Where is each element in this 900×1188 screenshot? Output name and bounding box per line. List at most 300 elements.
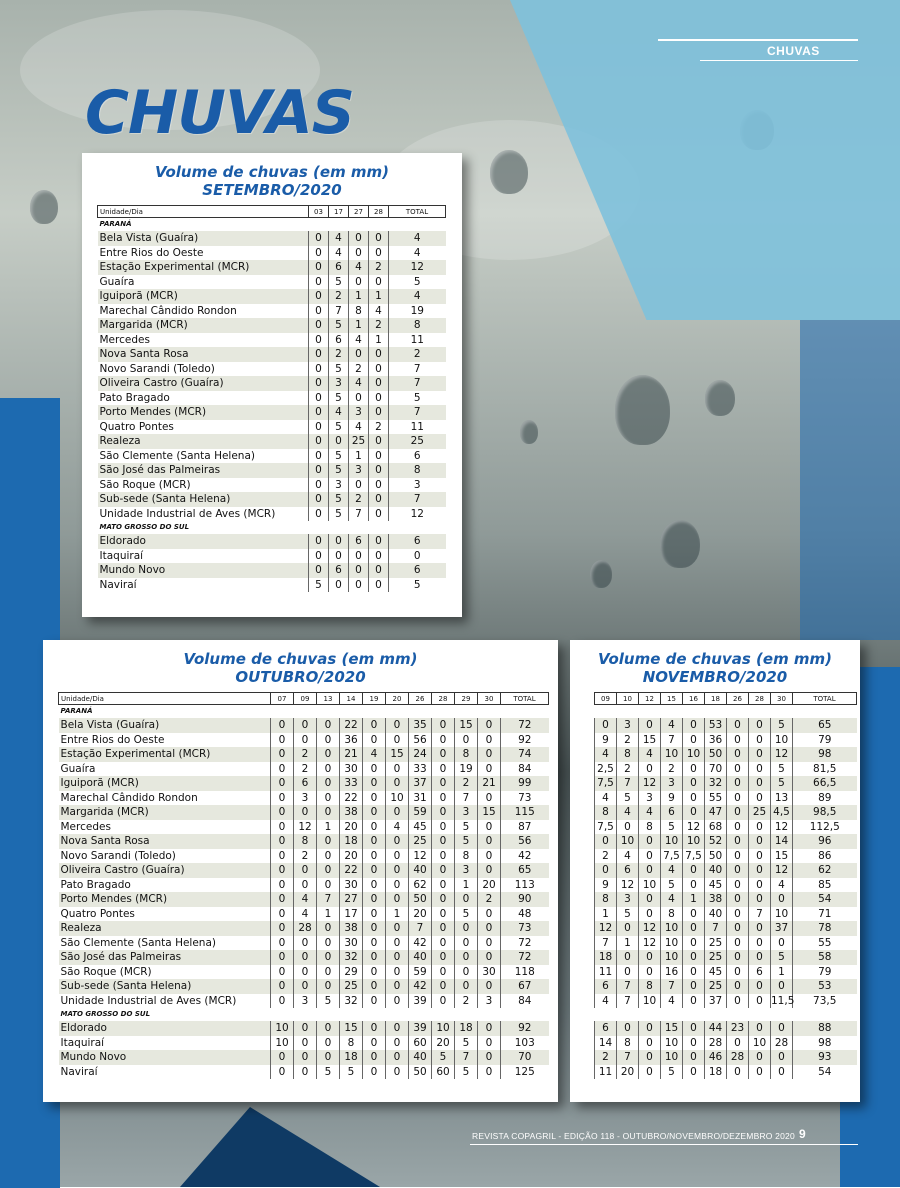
unit-name: Eldorado [98,534,309,549]
value-cell: 50 [705,747,727,762]
value-cell: 42 [409,936,432,951]
value-cell: 38 [340,805,363,820]
value-cell: 2,5 [595,762,617,777]
value-cell: 10 [661,834,683,849]
value-cell: 0 [727,776,749,791]
value-cell: 0 [683,805,705,820]
value-cell: 0 [309,478,329,493]
value-cell: 0 [639,1065,661,1080]
value-cell: 50 [705,849,727,864]
value-cell: 2 [595,849,617,864]
total-cell: 54 [793,1065,857,1080]
value-cell: 2 [595,1050,617,1065]
value-cell: 28 [705,1036,727,1051]
value-cell: 0 [478,834,501,849]
unit-name: Quatro Pontes [60,907,135,920]
value-cell: 3 [329,376,349,391]
value-cell: 0 [329,549,349,564]
unit-name: Estação Experimental (MCR) [59,747,271,762]
value-cell: 21 [478,776,501,791]
total-cell: 70 [501,1050,549,1065]
value-cell: 0 [271,718,294,733]
value-cell: 0 [317,776,340,791]
value-cell: 42 [409,979,432,994]
total-cell: 115 [501,805,549,820]
value-cell: 0 [749,936,771,951]
value-cell: 0 [317,965,340,980]
unit-name: Marechal Cândido Rondon [99,304,237,317]
total-cell: 4 [389,289,446,304]
value-cell: 0 [369,478,389,493]
value-cell: 0 [363,791,386,806]
value-cell: 4 [595,791,617,806]
value-cell: 0 [271,878,294,893]
value-cell: 12 [639,921,661,936]
value-cell: 0 [639,1021,661,1036]
unit-name: Porto Mendes (MCR) [98,405,309,420]
value-cell: 15 [771,849,793,864]
total-cell: 53 [793,979,857,994]
value-cell: 24 [409,747,432,762]
value-cell: 18 [340,1050,363,1065]
value-cell: 0 [727,863,749,878]
value-cell: 2 [455,776,478,791]
value-cell: 0 [363,1036,386,1051]
table-row [595,950,857,965]
column-header: 17 [329,206,349,218]
total-cell: 96 [793,834,857,849]
value-cell: 0 [271,892,294,907]
unit-name: Margarida (MCR) [59,805,271,820]
value-cell: 12 [771,747,793,762]
total-cell: 112,5 [793,820,857,835]
table-row [59,805,549,820]
value-cell: 10 [432,1021,455,1036]
value-cell: 4 [349,333,369,348]
value-cell: 0 [749,820,771,835]
value-cell: 0 [317,1050,340,1065]
value-cell: 7,5 [595,776,617,791]
value-cell: 0 [317,805,340,820]
unit-name: São José das Palmeiras [98,463,309,478]
value-cell: 0 [309,391,329,406]
value-cell: 0 [478,1021,501,1036]
value-cell: 8 [595,892,617,907]
value-cell: 10 [661,921,683,936]
table-row [59,936,549,951]
value-cell: 8 [595,805,617,820]
value-cell: 0 [363,950,386,965]
value-cell: 40 [409,950,432,965]
table-row [98,347,446,362]
value-cell: 18 [705,1065,727,1080]
total-cell: 71 [793,907,857,922]
value-cell: 0 [432,834,455,849]
value-cell: 0 [363,733,386,748]
value-cell: 46 [705,1050,727,1065]
water-drop [30,190,58,224]
total-cell: 12 [389,507,446,522]
value-cell: 0 [749,994,771,1009]
table-row [59,718,549,733]
value-cell: 7 [617,979,639,994]
value-cell: 0 [369,449,389,464]
value-cell: 0 [771,979,793,994]
value-cell: 0 [386,762,409,777]
value-cell: 5 [317,1065,340,1080]
table-row [59,878,549,893]
total-cell: 98,5 [793,805,857,820]
value-cell: 37 [409,776,432,791]
value-cell: 10 [771,907,793,922]
value-cell: 0 [317,979,340,994]
value-cell: 7 [617,1050,639,1065]
value-cell: 0 [432,921,455,936]
value-cell: 0 [363,718,386,733]
table-row [98,246,446,261]
value-cell: 2 [329,289,349,304]
unit-name: Novo Sarandi (Toledo) [60,849,176,862]
value-cell: 12 [409,849,432,864]
table-row [98,231,446,246]
value-cell: 5 [329,391,349,406]
column-header: 30 [478,693,501,705]
value-cell: 0 [317,950,340,965]
value-cell: 0 [683,791,705,806]
unit-name: Entre Rios do Oeste [99,246,204,259]
table-row [59,994,549,1009]
value-cell: 0 [317,849,340,864]
total-cell: 4 [389,231,446,246]
column-header: 03 [309,206,329,218]
table-row [595,733,857,748]
total-cell: 73 [501,791,549,806]
value-cell: 2 [369,260,389,275]
value-cell: 0 [363,863,386,878]
value-cell: 25 [340,979,363,994]
value-cell: 5 [455,907,478,922]
value-cell: 20 [432,1036,455,1051]
value-cell: 12 [771,863,793,878]
region-row [98,218,446,232]
table-row [98,405,446,420]
value-cell: 0 [727,921,749,936]
value-cell: 10 [661,747,683,762]
value-cell: 0 [478,907,501,922]
value-cell: 10 [617,834,639,849]
value-cell: 0 [294,950,317,965]
rain-table [97,205,446,592]
value-cell: 0 [349,563,369,578]
unit-name: Naviraí [60,1065,98,1078]
value-cell: 5 [617,907,639,922]
value-cell: 0 [478,936,501,951]
value-cell: 4 [617,849,639,864]
value-cell: 7 [409,921,432,936]
value-cell: 0 [749,849,771,864]
table-row [98,549,446,564]
value-cell: 0 [432,776,455,791]
value-cell: 9 [595,878,617,893]
value-cell: 0 [683,776,705,791]
panel-title: Volume de chuvas (em mm) [183,650,418,668]
value-cell: 0 [727,747,749,762]
value-cell: 68 [705,820,727,835]
value-cell: 0 [271,820,294,835]
value-cell: 30 [340,762,363,777]
total-cell: 72 [501,936,549,951]
region-label [595,705,857,719]
value-cell: 6 [595,979,617,994]
value-cell: 0 [639,718,661,733]
value-cell: 28 [771,1036,793,1051]
total-cell: 72 [501,950,549,965]
value-cell: 0 [727,965,749,980]
value-cell: 0 [386,718,409,733]
value-cell: 0 [363,921,386,936]
value-cell: 0 [369,534,389,549]
total-cell: 89 [793,791,857,806]
region-row [59,705,549,719]
value-cell: 0 [478,1050,501,1065]
region-label [595,1008,857,1021]
value-cell: 0 [478,718,501,733]
value-cell: 12 [595,921,617,936]
table-row [98,376,446,391]
value-cell: 3 [455,863,478,878]
value-cell: 11 [595,965,617,980]
total-cell: 84 [501,994,549,1009]
value-cell: 0 [386,892,409,907]
value-cell: 7,5 [595,820,617,835]
value-cell: 25 [705,936,727,951]
value-cell: 5 [617,791,639,806]
value-cell: 1 [369,289,389,304]
value-cell: 7,5 [661,849,683,864]
value-cell: 0 [595,863,617,878]
value-cell: 10 [771,733,793,748]
unit-name: Iguiporã (MCR) [59,776,271,791]
value-cell: 5 [329,449,349,464]
total-cell: 3 [389,478,446,493]
value-cell: 4 [595,994,617,1009]
value-cell: 22 [340,863,363,878]
unit-name: Oliveira Castro (Guaíra) [98,376,309,391]
water-drop [490,150,528,194]
total-cell: 5 [389,275,446,290]
value-cell: 0 [271,849,294,864]
unit-name: Realeza [59,921,271,936]
value-cell: 0 [317,878,340,893]
unit-name: Unidade Industrial de Aves (MCR) [99,507,276,520]
table-row [595,878,857,893]
total-cell: 6 [389,449,446,464]
table-row [595,863,857,878]
value-cell: 1 [595,907,617,922]
value-cell: 0 [271,863,294,878]
value-cell: 0 [329,534,349,549]
value-cell: 2 [349,362,369,377]
value-cell: 0 [369,578,389,593]
value-cell: 5 [340,1065,363,1080]
value-cell: 25 [349,434,369,449]
table-row [59,747,549,762]
total-cell: 19 [389,304,446,319]
column-header: 12 [639,693,661,705]
value-cell: 19 [455,762,478,777]
table-row [595,834,857,849]
value-cell: 27 [340,892,363,907]
value-cell: 0 [294,863,317,878]
header-row [59,693,549,705]
unit-name: Eldorado [59,1021,271,1036]
value-cell: 0 [749,863,771,878]
value-cell: 5 [432,1050,455,1065]
total-cell: 8 [389,463,446,478]
value-cell: 44 [705,1021,727,1036]
value-cell: 0 [639,762,661,777]
value-cell: 0 [727,979,749,994]
value-cell: 0 [749,834,771,849]
table-row [98,275,446,290]
value-cell: 0 [432,820,455,835]
value-cell: 0 [309,405,329,420]
value-cell: 0 [639,950,661,965]
value-cell: 30 [340,878,363,893]
value-cell: 8 [661,907,683,922]
value-cell: 4 [661,994,683,1009]
value-cell: 8 [349,304,369,319]
rain-table [58,692,549,1079]
value-cell: 14 [771,834,793,849]
value-cell: 45 [705,878,727,893]
value-cell: 50 [409,892,432,907]
value-cell: 4 [639,747,661,762]
value-cell: 11,5 [771,994,795,1007]
column-header: 07 [271,693,294,705]
value-cell: 0 [749,718,771,733]
value-cell: 6 [329,333,349,348]
value-cell: 52 [705,834,727,849]
unit-name: Marechal Cândido Rondon [60,791,198,804]
value-cell: 10 [271,1036,294,1051]
value-cell: 3 [294,791,317,806]
region-row [59,1008,549,1021]
unit-name: Mundo Novo [59,1050,271,1065]
value-cell: 10 [639,878,661,893]
value-cell: 4 [349,376,369,391]
value-cell: 0 [749,1065,771,1080]
value-cell: 0 [727,820,749,835]
value-cell: 5 [317,994,340,1009]
value-cell: 4 [661,863,683,878]
value-cell: 28 [727,1050,749,1065]
value-cell: 20 [617,1065,639,1080]
value-cell: 0 [478,979,501,994]
column-header: 14 [340,693,363,705]
value-cell: 0 [317,1021,340,1036]
value-cell: 0 [317,762,340,777]
value-cell: 2 [369,318,389,333]
value-cell: 0 [271,834,294,849]
value-cell: 0 [349,549,369,564]
table-row [595,979,857,994]
panel-title: Volume de chuvas (em mm) [597,650,833,668]
value-cell: 5 [771,950,793,965]
value-cell: 0 [727,849,749,864]
total-cell: 66,5 [793,776,857,791]
value-cell: 0 [771,892,793,907]
region-label: MATO GROSSO DO SUL [60,1010,151,1018]
value-cell: 0 [317,1036,340,1051]
total-cell: 113 [501,878,549,893]
value-cell: 0 [369,549,389,564]
value-cell: 0 [432,791,455,806]
value-cell: 6 [329,260,349,275]
total-cell: 73,5 [793,994,857,1009]
value-cell: 12 [639,936,661,951]
value-cell: 0 [309,275,329,290]
value-cell: 0 [683,878,705,893]
table-row [595,965,857,980]
footer-rule [470,1144,858,1145]
value-cell: 0 [369,391,389,406]
value-cell: 0 [727,950,749,965]
total-cell: 92 [501,1021,549,1036]
table-row [59,776,549,791]
value-cell: 7 [455,791,478,806]
value-cell: 0 [683,733,705,748]
value-cell: 0 [329,434,349,449]
table-row [98,304,446,319]
value-cell: 3 [639,791,661,806]
value-cell: 5 [309,578,329,593]
value-cell: 4 [595,747,617,762]
value-cell: 5 [329,362,349,377]
value-cell: 0 [639,849,661,864]
value-cell: 0 [386,979,409,994]
total-cell: 4 [389,246,446,261]
value-cell: 53 [705,718,727,733]
value-cell: 0 [386,994,409,1009]
value-cell: 0 [369,275,389,290]
total-cell: 25 [389,434,446,449]
unit-name: São Roque (MCR) [60,965,152,978]
value-cell: 2 [329,347,349,362]
value-cell: 0 [386,834,409,849]
value-cell: 10 [271,1021,294,1036]
value-cell: 36 [340,733,363,748]
total-cell: 67 [501,979,549,994]
value-cell: 4 [617,805,639,820]
value-cell: 0 [683,1036,705,1051]
value-cell: 8 [455,747,478,762]
value-cell: 0 [478,863,501,878]
value-cell: 22 [340,718,363,733]
value-cell: 0 [455,979,478,994]
value-cell: 0 [271,791,294,806]
column-header: 26 [727,693,749,705]
unit-name: Bela Vista (Guaíra) [98,231,309,246]
value-cell: 0 [478,1036,501,1051]
value-cell: 0 [749,1050,771,1065]
value-cell: 9 [595,733,617,748]
value-cell: 7 [317,892,340,907]
value-cell: 6 [349,534,369,549]
value-cell: 5 [329,275,349,290]
value-cell: 0 [432,994,455,1009]
table-row [59,863,549,878]
